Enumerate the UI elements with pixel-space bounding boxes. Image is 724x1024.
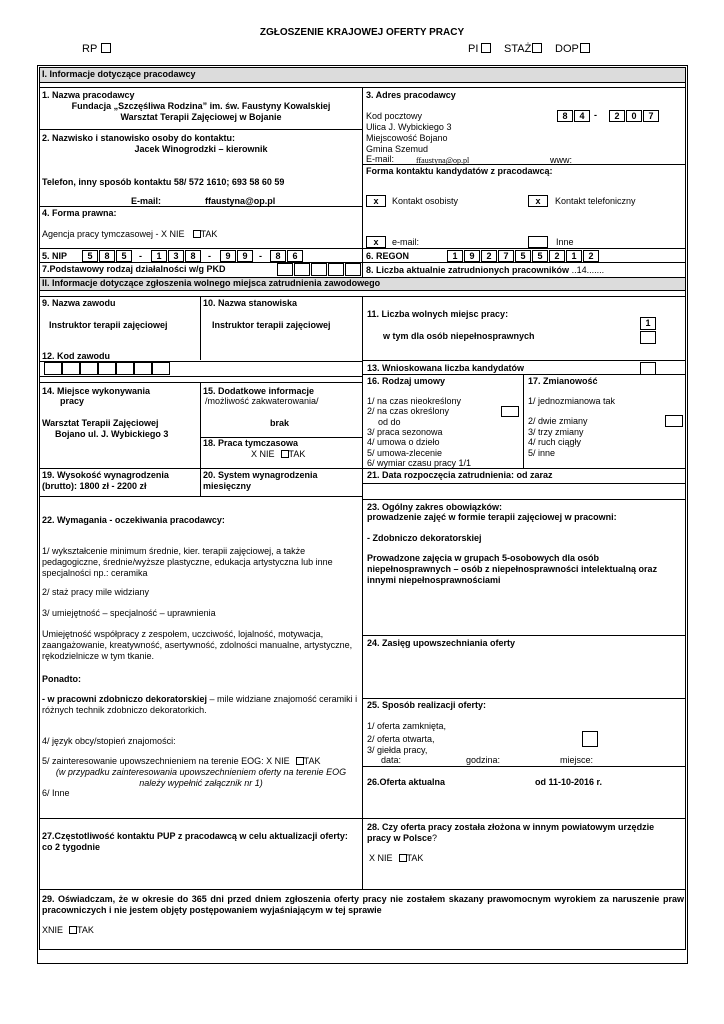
- www-label: www:: [550, 155, 572, 165]
- regon-digit: 1: [447, 250, 463, 262]
- offer-valid: od 11-10-2016 r.: [535, 777, 603, 787]
- nip-dash: -: [208, 251, 211, 261]
- f7-label: 7.Podstawowy rodzaj działalności w/g PKD: [42, 264, 226, 274]
- section2-title: II. Informacje dotyczące zgłoszenia wolnego miejsca zatrudnienia zawodowego: [42, 278, 381, 288]
- start-date: 21. Data rozpoczęcia zatrudnienia: od zaraz: [367, 470, 553, 480]
- f19-label: 19. Wysokość wynagrodzenia: [42, 470, 169, 480]
- code-cell[interactable]: [116, 362, 134, 375]
- req-eog: 5/ zainteresowanie upowszechnieniem na terenie EOG: X NIE TAK: [42, 756, 321, 766]
- f16-label: 16. Rodzaj umowy: [367, 376, 446, 386]
- fair-date-label: data:: [381, 755, 402, 765]
- f11-label: 11. Liczba wolnych miejsc pracy:: [367, 309, 509, 319]
- email-label: E-mail:: [131, 196, 162, 206]
- contact-other-checkbox[interactable]: [528, 236, 548, 248]
- postal-label: Kod pocztowy: [366, 111, 423, 121]
- postal-digit: 7: [643, 110, 659, 122]
- req-other: 6/ Inne: [42, 788, 70, 798]
- pkd-cell[interactable]: [311, 263, 327, 276]
- regon-digit: 9: [464, 250, 480, 262]
- code-cell[interactable]: [98, 362, 116, 375]
- nip-digit: 8: [185, 250, 201, 262]
- staz-checkbox-label[interactable]: STAŻ: [504, 43, 542, 55]
- nip-digit: 1: [151, 250, 167, 262]
- nip-digit: 5: [116, 250, 132, 262]
- duties-1: prowadzenie zajęć w formie terapii zajęciowej w pracowni:: [367, 512, 617, 522]
- email-value: ffaustyna@op.pl: [205, 196, 276, 206]
- contract-checkbox[interactable]: [501, 406, 519, 417]
- postal-digit: 2: [609, 110, 625, 122]
- shift-opt: 3/ trzy zmiany: [528, 427, 584, 437]
- contact-other-label: Inne: [556, 237, 574, 247]
- postal-digit: 8: [557, 110, 573, 122]
- temp-work: X NIE TAK: [251, 449, 306, 459]
- addr-email-label: E-mail:: [366, 154, 395, 164]
- nip-dash: -: [259, 251, 262, 261]
- req-workshop: - w pracowni zdobniczo dekoratorskiej – mile widziane znajomość ceramiki i różnych technik zdobniczo dekoratorkich.: [42, 694, 358, 715]
- rp-checkbox-label[interactable]: RP: [82, 43, 111, 55]
- contract-opt: 2/ na czas określony: [367, 406, 450, 416]
- pkd-cell[interactable]: [328, 263, 344, 276]
- duties-2: - Zdobniczo dekoratorskiej: [367, 533, 482, 543]
- contract-opt: 5/ umowa-zlecenie: [367, 448, 443, 458]
- code-cell[interactable]: [44, 362, 62, 375]
- street: Ulica J. Wybickiego 3: [366, 122, 452, 132]
- contract-opt: 1/ na czas nieokreślony: [367, 396, 462, 406]
- f18-label: 18. Praca tymczasowa: [203, 438, 299, 448]
- duties-3: Prowadzone zajęcia w grupach 5-osobowych dla osób niepełnosprawnych – osób z niepełnosprawności intelektualną oraz innymi niepełnosprawnościami: [367, 553, 658, 585]
- nip-digit: 8: [270, 250, 286, 262]
- req-eog-note: (w przypadku zainteresowania upowszechnieniem oferty na terenie EOG należy wypełnić załącznik nr 1): [55, 767, 347, 788]
- section1-title: I. Informacje dotyczące pracodawcy: [42, 69, 196, 79]
- postal-dash: -: [594, 110, 597, 120]
- nip-dash: -: [139, 251, 142, 261]
- offer-mode: 1/ oferta zamknięta,: [367, 721, 447, 731]
- f8-label: 8. Liczba aktualnie zatrudnionych pracowników ..14.......: [366, 265, 605, 275]
- contact-email-label: e-mail:: [392, 237, 420, 247]
- pkd-cell[interactable]: [345, 263, 361, 276]
- f12-label: 12. Kod zawodu: [42, 351, 111, 361]
- req-language: 4/ język obcy/stopień znajomości:: [42, 736, 176, 746]
- req-skills: 3/ umiejętność – specjalność – uprawnienia: [42, 608, 216, 618]
- shift-opt: 2/ dwie zmiany: [528, 416, 588, 426]
- f23-label: 23. Ogólny zakres obowiązków:: [367, 502, 503, 512]
- nip-digit: 6: [287, 250, 303, 262]
- f14-label-2: pracy: [60, 396, 85, 406]
- offer-mode: 2/ oferta otwarta,: [367, 734, 435, 744]
- workplace-1: Warsztat Terapii Zajęciowej: [42, 418, 159, 428]
- occupation: Instruktor terapii zajęciowej: [49, 320, 168, 330]
- nip-digit: 5: [82, 250, 98, 262]
- f14-label: 14. Miejsce wykonywania: [42, 386, 151, 396]
- pkd-cell[interactable]: [277, 263, 293, 276]
- f25-label: 25. Sposób realizacji oferty:: [367, 700, 487, 710]
- postal-digit: 4: [574, 110, 590, 122]
- regon-digit: 1: [566, 250, 582, 262]
- contact-phone-label: Kontakt telefoniczny: [555, 196, 636, 206]
- fair-time-label: godzina:: [466, 755, 501, 765]
- shift-opt: 1/ jednozmianowa tak: [528, 396, 616, 406]
- regon-digit: 5: [515, 250, 531, 262]
- contact-form-label: Forma kontaktu kandydatów z pracodawcą:: [366, 166, 553, 176]
- offer-mode: 3/ giełda pracy,: [367, 745, 428, 755]
- shift-checkbox[interactable]: [665, 415, 683, 427]
- salary: (brutto): 1800 zł - 2200 zł: [42, 481, 147, 491]
- contact-person: Jacek Winogrodzki – kierownik: [134, 144, 268, 154]
- contact-phone-checkbox[interactable]: x: [528, 195, 548, 207]
- postal-digit: 0: [626, 110, 642, 122]
- f1-label: 1. Nazwa pracodawcy: [42, 90, 135, 100]
- req-moreover: Ponadto:: [42, 674, 81, 684]
- f9-label: 9. Nazwa zawodu: [42, 298, 116, 308]
- contract-opt: 6/ wymiar czasu pracy 1/1: [367, 458, 472, 468]
- shift-opt: 5/ inne: [528, 448, 556, 458]
- f29-statement: 29. Oświadczam, że w okresie do 365 dni przed dniem zgłoszenia oferty pracy nie zostałem skazany prawomocnym wyrokiem za naruszenie praw pracowniczych i nie jestem objęty postępowaniem wyjaśniającym w tej sprawie: [42, 894, 684, 915]
- shift-opt: 4/ ruch ciągły: [528, 437, 582, 447]
- regon-digit: 5: [532, 250, 548, 262]
- nip-digit: 8: [99, 250, 115, 262]
- vacancies-count: 1: [640, 317, 656, 330]
- fair-place-label: miejsce:: [560, 755, 594, 765]
- f13-label: 13. Wnioskowana liczba kandydatów: [367, 363, 525, 373]
- f29-value: XNIE TAK: [42, 925, 94, 935]
- regon-digit: 2: [481, 250, 497, 262]
- nip-digit: 9: [237, 250, 253, 262]
- contract-opt: 3/ praca sezonowa: [367, 427, 443, 437]
- f28-label: 28. Czy oferta pracy została złożona w innym powiatowym urzędzie pracy w Polsce?: [367, 822, 655, 843]
- pkd-cell[interactable]: [294, 263, 310, 276]
- phone: Telefon, inny sposób kontaktu 58/ 572 1610; 693 58 60 59: [42, 177, 285, 187]
- city: Miejscowość Bojano: [366, 133, 448, 143]
- employer-name-2: Warsztat Terapii Zajęciowej w Bojanie: [120, 112, 282, 122]
- offer-mode-checkbox[interactable]: [582, 731, 598, 747]
- code-cell[interactable]: [80, 362, 98, 375]
- code-cell[interactable]: [134, 362, 152, 375]
- pi-checkbox-label[interactable]: PI: [468, 43, 491, 55]
- code-cell[interactable]: [62, 362, 80, 375]
- f17-label: 17. Zmianowość: [528, 376, 598, 386]
- f24-label: 24. Zasięg upowszechniania oferty: [367, 638, 516, 648]
- req-experience: 2/ staż pracy mile widziany: [42, 587, 150, 597]
- f28-value: X NIE TAK: [369, 853, 424, 863]
- employer-name: Fundacja „Szczęśliwa Rodzina” im. św. Faustyny Kowalskiej: [71, 101, 331, 111]
- regon-digit: 2: [583, 250, 599, 262]
- code-cell[interactable]: [152, 362, 170, 375]
- f15-sub: /możliwość zakwaterowania/: [205, 396, 319, 406]
- contact-personal-label: Kontakt osobisty: [392, 196, 459, 206]
- f27: 27.Częstotliwość kontaktu PUP z pracodawcą w celu aktualizacji oferty: co 2 tygodnie: [42, 831, 348, 852]
- regon-digit: 2: [549, 250, 565, 262]
- workplace-2: Bojano ul. J. Wybickiego 3: [55, 429, 169, 439]
- f2-label: 2. Nazwisko i stanowisko osoby do kontaktu:: [42, 133, 236, 143]
- f3-label: 3. Adres pracodawcy: [366, 90, 456, 100]
- f5-label: 5. NIP: [42, 251, 68, 261]
- f10-label: 10. Nazwa stanowiska: [203, 298, 298, 308]
- f22-label: 22. Wymagania - oczekiwania pracodawcy:: [42, 515, 225, 525]
- legal-form: Agencja pracy tymczasowej - X NIE TAK: [42, 229, 218, 239]
- salary-system: miesięczny: [203, 481, 252, 491]
- req-education: 1/ wykształcenie minimum średnie, kier. terapii zajęciowej, a także pedagogiczne, średnie/wyższe plastyczne, edukacja artystyczna lub inne specjalności np.: ceramika: [42, 546, 333, 578]
- contract-opt: 4/ umowa o dzieło: [367, 437, 440, 447]
- position: Instruktor terapii zajęciowej: [212, 320, 331, 330]
- nip-digit: 3: [168, 250, 184, 262]
- contact-personal-checkbox[interactable]: x: [366, 195, 386, 207]
- f11-sub: w tym dla osób niepełnosprawnych: [383, 331, 535, 341]
- nip-digit: 9: [220, 250, 236, 262]
- f4-label: 4. Forma prawna:: [42, 208, 117, 218]
- additional-info: brak: [270, 418, 290, 428]
- f15-label: 15. Dodatkowe informacje: [203, 386, 315, 396]
- regon-digit: 7: [498, 250, 514, 262]
- dop-checkbox-label[interactable]: DOP: [555, 43, 590, 55]
- addr-email-value: ffaustyna@op.pl: [416, 156, 470, 165]
- gmina: Gmina Szemud: [366, 144, 429, 154]
- f6-label: 6. REGON: [366, 251, 410, 261]
- form-title: ZGŁOSZENIE KRAJOWEJ OFERTY PRACY: [259, 27, 465, 38]
- contact-email-checkbox[interactable]: x: [366, 236, 386, 248]
- contract-opt: od do: [378, 417, 401, 427]
- f20-label: 20. System wynagrodzenia: [203, 470, 318, 480]
- req-soft-skills: Umiejętność współpracy z zespołem, uczciwość, lojalność, motywacja, zaangażowanie, kreatywność, asertywność, zdolności manualne, artystyczne, rękodzielnicze w tym tkanie.: [42, 629, 353, 661]
- vacancies-disabled-count[interactable]: [640, 331, 656, 344]
- f26-label: 26.Oferta aktualna: [367, 777, 446, 787]
